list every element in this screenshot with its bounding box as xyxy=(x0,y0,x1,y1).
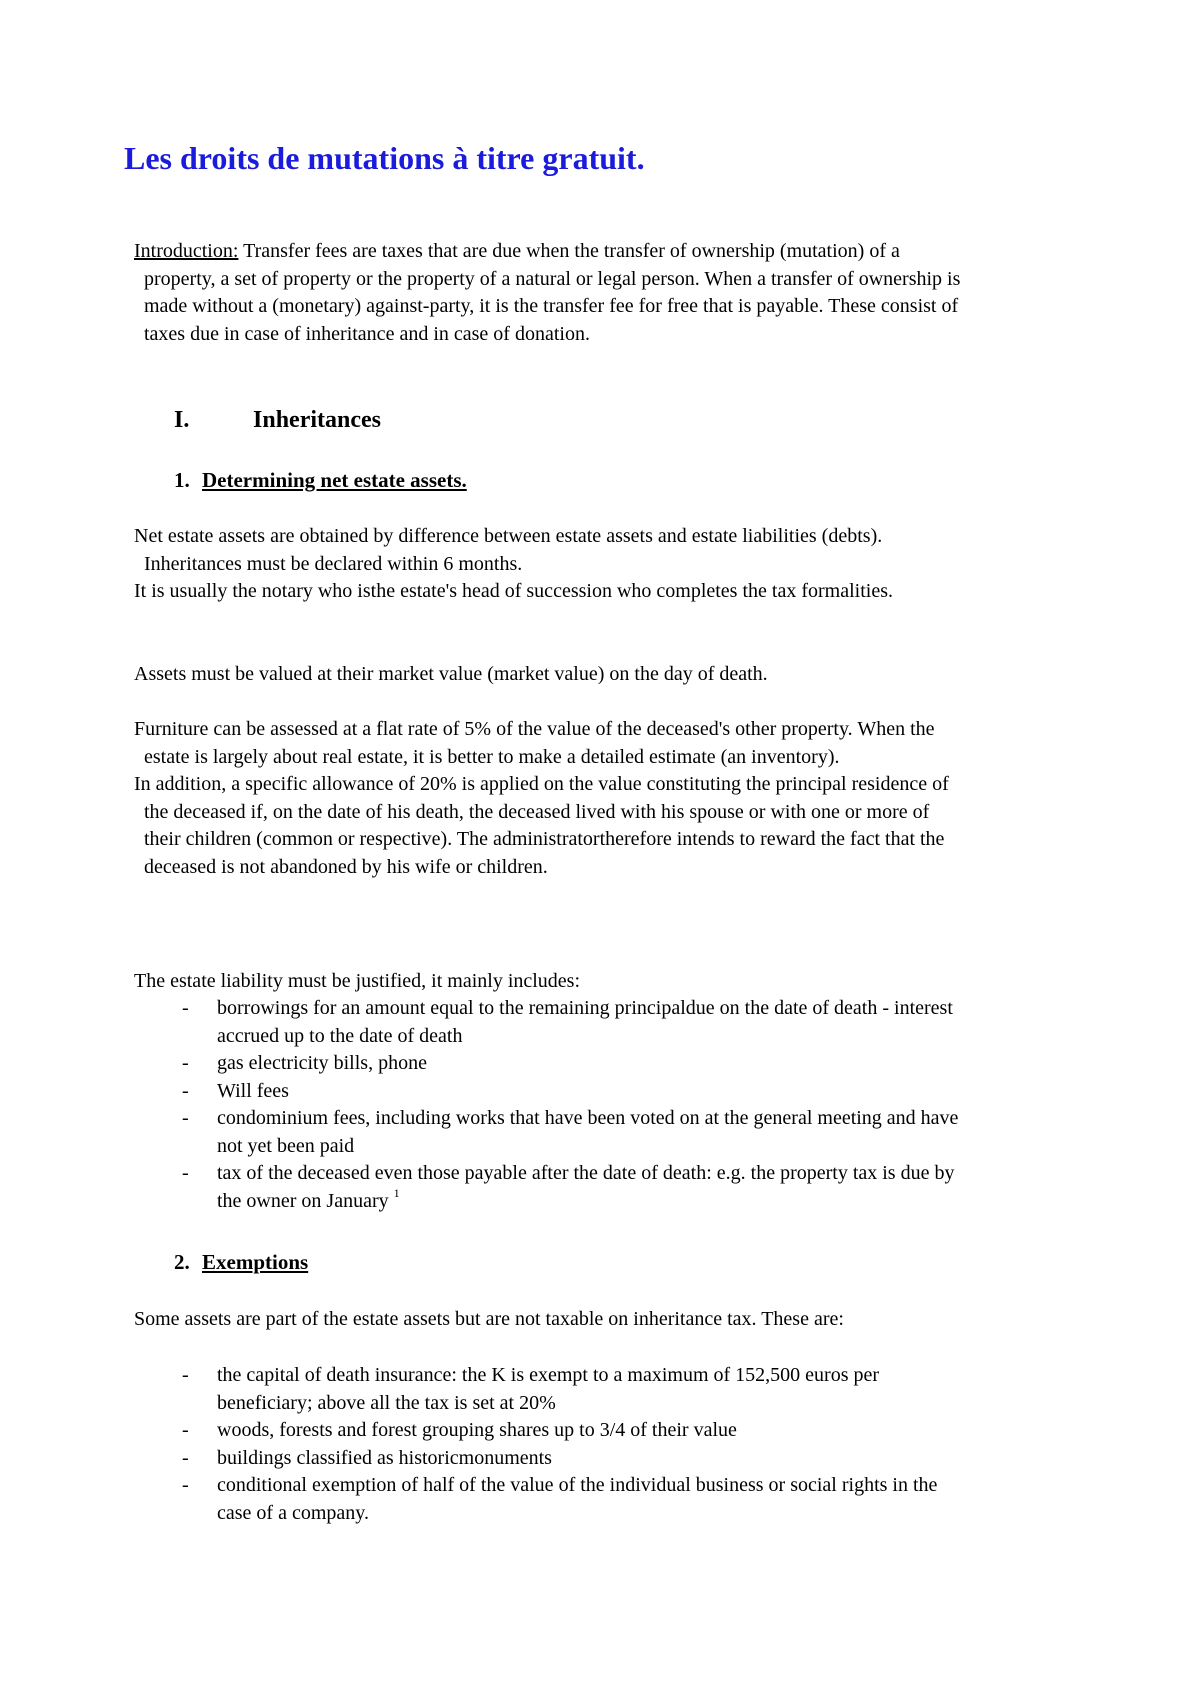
page-title: Les droits de mutations à titre gratuit. xyxy=(124,140,645,176)
footnote-marker[interactable]: 1 xyxy=(393,1185,400,1200)
subsection-heading-exemptions xyxy=(174,1248,308,1276)
list-item-text: gas electricity bills, phone xyxy=(217,1052,427,1074)
list-item-text: woods, forests and forest grouping shares up to 3/4 of their value xyxy=(217,1419,737,1441)
list-item: - woods, forests and forest grouping shares up to 3/4 of their value xyxy=(182,1419,737,1441)
paragraph: Furniture can be assessed at a flat rate of 5% of the value of the deceased's other property. When the estate is largely about real estate, it is better to make a detailed estimate (an inventory). xyxy=(134,718,935,768)
list-item: - buildings classified as historicmonuments xyxy=(182,1446,552,1469)
paragraph: The estate liability must be justified, it mainly includes: xyxy=(134,970,581,992)
section-heading-inheritances xyxy=(174,405,381,435)
intro-paragraph xyxy=(134,238,964,348)
valuation-paragraph xyxy=(134,661,974,689)
list-item-text: condominium fees, including works that have been voted on at the general meeting and have not yet been paid xyxy=(217,1107,959,1157)
subsection-heading-net-estate xyxy=(174,466,467,494)
list-item: - conditional exemption of half of the value of the individual business or social rights in the case of a company. xyxy=(182,1474,938,1524)
list-item-text: borrowings for an amount equal to the remaining principaldue on the date of death - interest accrued up to the date of death xyxy=(217,997,953,1047)
exemptions-list xyxy=(182,1362,962,1527)
furniture-paragraphs xyxy=(134,716,949,881)
list-item-text: tax of the deceased even those payable after the date of death: e.g. the property tax is due by the owner on January xyxy=(217,1162,955,1212)
list-item: - condominium fees, including works that have been voted on at the general meeting and have not yet been paid xyxy=(182,1107,959,1157)
subsection-title: Exemptions xyxy=(202,1250,309,1274)
subsection-title: Determining net estate assets. xyxy=(202,468,467,492)
subsection-number: 1. xyxy=(174,468,190,492)
list-item-text: conditional exemption of half of the value of the individual business or social rights in the case of a company. xyxy=(217,1474,938,1524)
subsection-number: 2. xyxy=(174,1250,190,1274)
paragraph: Net estate assets are obtained by difference between estate assets and estate liabilities (debts). Inheritances must be declared within 6 months. xyxy=(134,525,883,575)
liability-list xyxy=(182,995,962,1215)
intro-text: Transfer fees are taxes that are due when the transfer of ownership (mutation) of a property, a set of property or the property of a natural or legal person. When a transfer of ownership is made without a (monetary) against-party, it is the transfer fee for free that is payable. These consist of taxes due in case of inheritance and in case of donation. xyxy=(144,240,961,345)
list-item: - gas electricity bills, phone xyxy=(182,1052,427,1074)
list-item: - borrowings for an amount equal to the remaining principaldue on the date of death - interest accrued up to the date of death xyxy=(182,997,953,1047)
net-estate-paragraphs xyxy=(134,523,924,606)
list-item: - Will fees xyxy=(182,1079,289,1102)
section-title: Inheritances xyxy=(253,407,381,433)
paragraph: Assets must be valued at their market value (market value) on the day of death. xyxy=(134,663,768,685)
paragraph: It is usually the notary who isthe estate's head of succession who completes the tax formalities. xyxy=(134,580,893,602)
paragraph: In addition, a specific allowance of 20% is applied on the value constituting the principal residence of the deceased if, on the date of his death, the deceased lived with his spouse or with one or more of their children (common or respective). The administratortherefore intends to reward the fact that the deceased is not abandoned by his wife or children. xyxy=(134,773,949,878)
list-item: - tax of the deceased even those payable after the date of death: e.g. the property tax is due by the owner on January $^1$ xyxy=(182,1162,955,1212)
list-item-text: the capital of death insurance: the K is exempt to a maximum of 152,500 euros per beneficiary; above all the tax is set at 20% xyxy=(217,1364,880,1414)
liability-intro xyxy=(134,968,974,996)
list-item-text: Will fees xyxy=(217,1079,289,1102)
section-number: I. xyxy=(174,407,190,433)
paragraph: Some assets are part of the estate assets but are not taxable on inheritance tax. These are: xyxy=(134,1308,844,1330)
list-item-text: buildings classified as historicmonuments xyxy=(217,1446,552,1469)
list-item: - the capital of death insurance: the K is exempt to a maximum of 152,500 euros per beneficiary; above all the tax is set at 20% xyxy=(182,1364,880,1414)
intro-label: Introduction: xyxy=(134,240,239,262)
exemptions-intro xyxy=(134,1306,924,1334)
